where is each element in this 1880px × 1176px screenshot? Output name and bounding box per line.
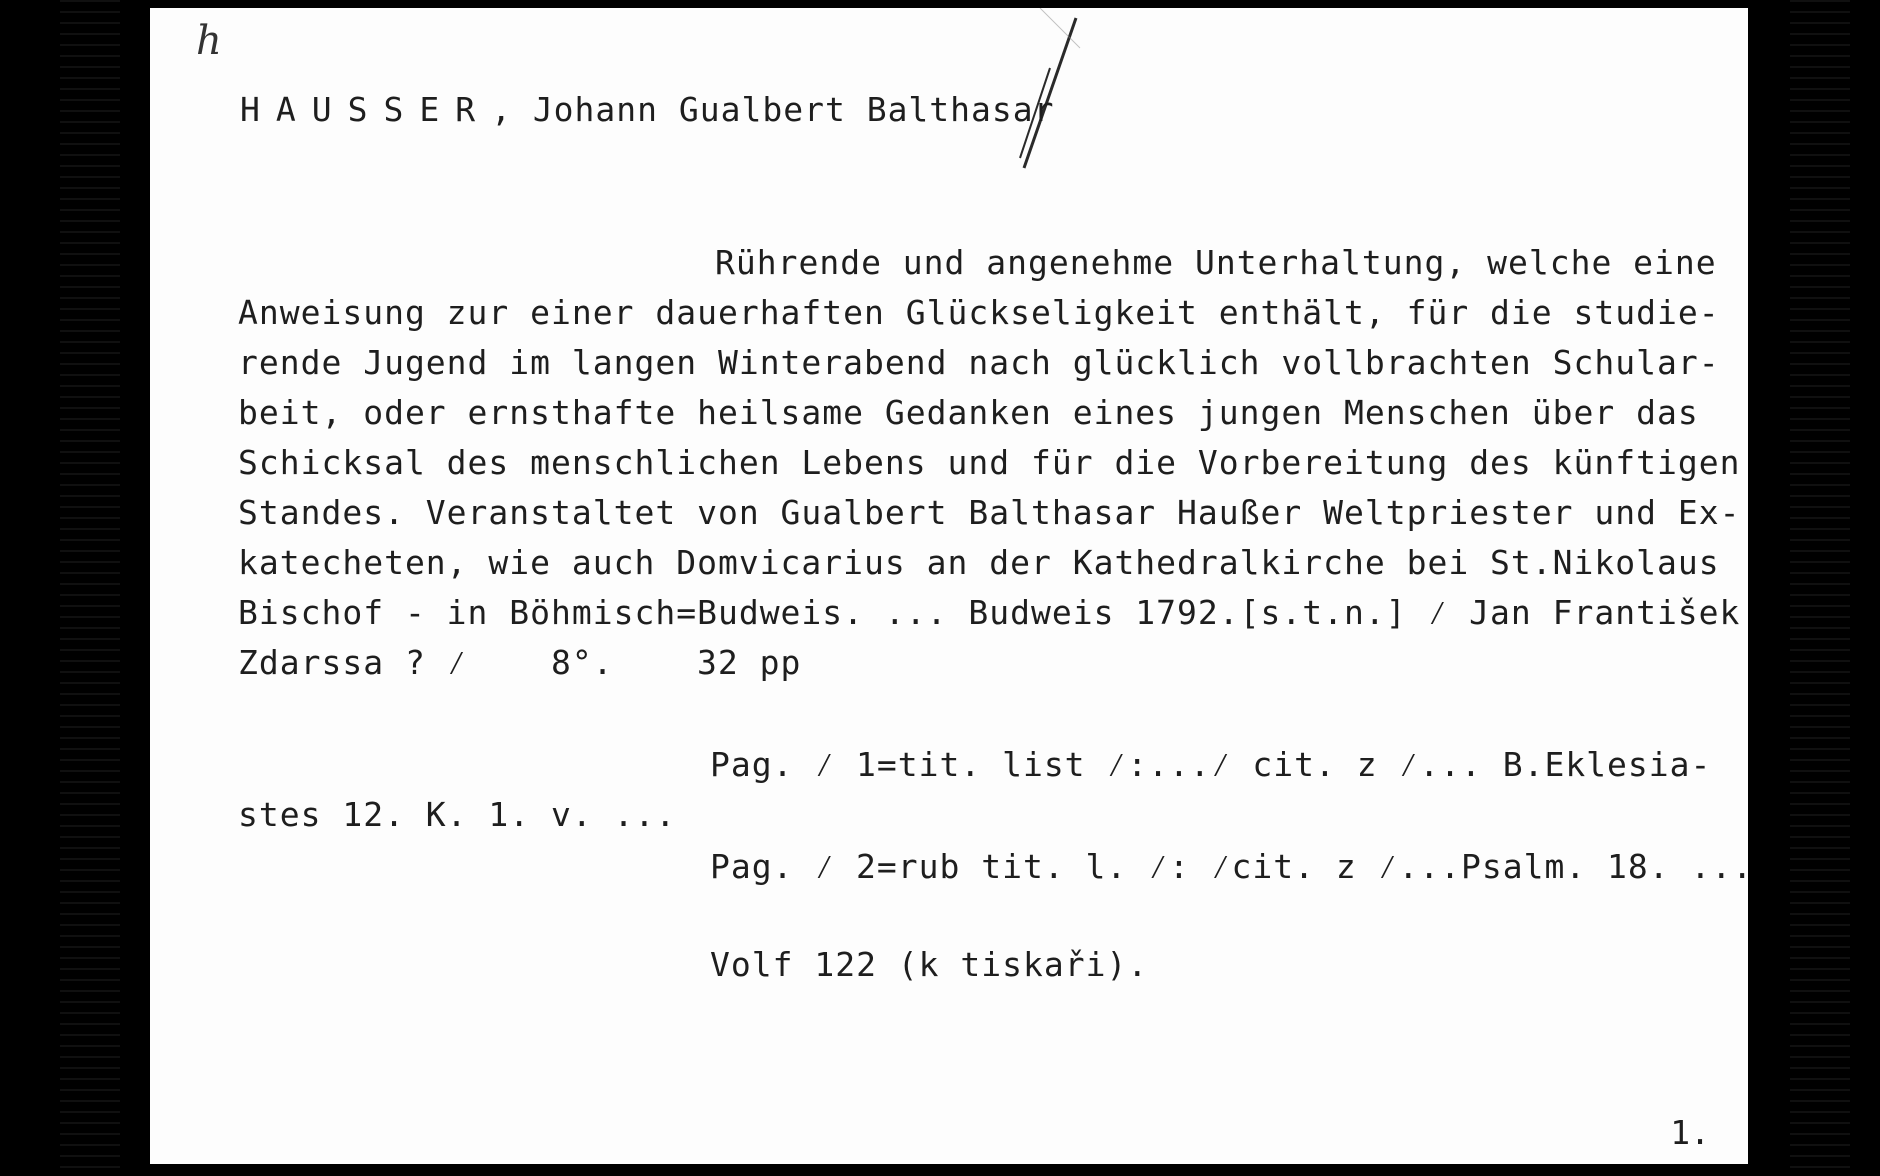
pagination-note-2: Pag. ⁄ 2=rub tit. l. ⁄: ⁄cit. z ⁄...Psalm. 18. ... <box>710 847 1754 886</box>
pagination-note-1: Pag. ⁄ 1=tit. list ⁄:...⁄ cit. z ⁄... B.Eklesia- <box>710 745 1712 784</box>
body-line: beit, oder ernsthafte heilsame Gedanken eines jungen Menschen über das <box>238 393 1699 432</box>
body-line: katecheten, wie auch Domvicarius an der Kathedralkirche bei St.Nikolaus <box>238 543 1720 582</box>
bibliographic-reference: Volf 122 (k tiskaři). <box>710 945 1149 984</box>
body-line: rende Jugend im langen Winterabend nach glücklich vollbrachten Schular- <box>238 343 1720 382</box>
body-line: Bischof - in Böhmisch=Budweis. ... Budweis 1792.[s.t.n.] ⁄ Jan František <box>238 593 1741 632</box>
scan-edge-right <box>1790 0 1850 1176</box>
pagination-note-1-continued: stes 12. K. 1. v. ... <box>238 795 677 834</box>
body-line: Standes. Veranstaltet von Gualbert Balthasar Haußer Weltpriester und Ex- <box>238 493 1741 532</box>
catalog-card <box>150 8 1754 1164</box>
handwritten-margin-mark: h <box>196 18 222 64</box>
body-line: Zdarssa ? ⁄ 8°. 32 pp <box>238 643 802 682</box>
body-line: Anweisung zur einer dauerhaften Glückseligkeit enthält, für die studie- <box>238 293 1720 332</box>
body-line: Rührende und angenehme Unterhaltung, welche eine <box>715 243 1717 282</box>
author-heading <box>240 90 1055 129</box>
body-line: Schicksal des menschlichen Lebens und für die Vorbereitung des künftigen <box>238 443 1741 482</box>
author-surname: HAUSSER <box>240 90 492 129</box>
scan-edge-left <box>60 0 120 1176</box>
card-page-number: 1. <box>1670 1113 1710 1152</box>
author-given-names: , Johann Gualbert Balthasar <box>491 90 1055 129</box>
